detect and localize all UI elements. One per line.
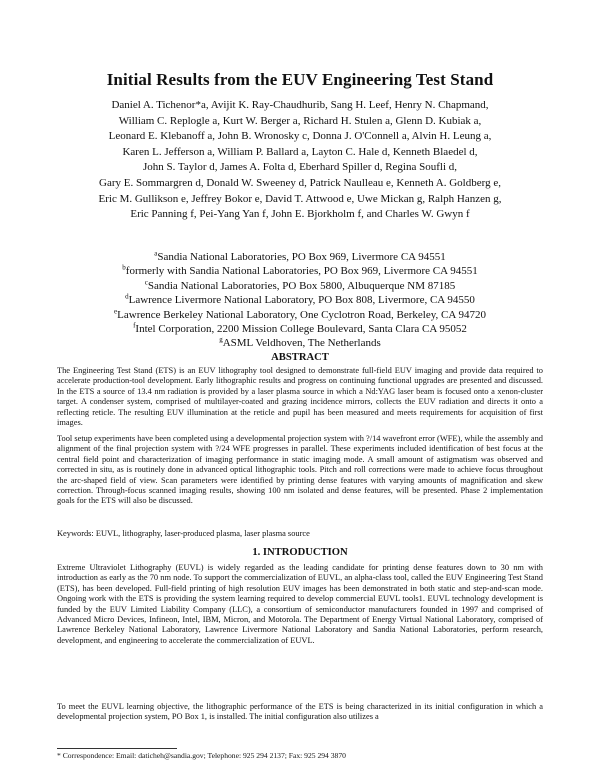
affiliation-d — [40, 293, 560, 307]
affiliation-e — [40, 308, 560, 322]
affil-marker: a — [154, 249, 158, 258]
affil-text: Lawrence Berkeley National Laboratory, One Cyclotron Road, Berkeley, CA 94720 — [117, 308, 486, 321]
correspondence-footnote: * Correspondence: Email: daticheh@sandia.gov; Telephone: 925 294 2137; Fax: 925 294 3870 — [57, 751, 346, 760]
author-line: William C. Replogle a, Kurt W. Berger a, Richard H. Stulen a, Glenn D. Kubiak a, — [118, 114, 482, 127]
author-line: Eric M. Gullikson e, Jeffrey Bokor e, David T. Attwood e, Uwe Mickan g, Ralph Hanzen g, — [98, 192, 502, 205]
affil-marker: c — [144, 278, 148, 287]
affiliation-f — [40, 322, 560, 336]
introduction-heading: 1. INTRODUCTION — [252, 547, 348, 558]
author-line: Gary E. Sommargren d, Donald W. Sweeney d, Patrick Naulleau e, Kenneth A. Goldberg e, — [99, 176, 501, 189]
paper-title: Initial Results from the EUV Engineering Test Stand — [106, 70, 494, 89]
affil-marker: e — [114, 306, 118, 315]
footnote-divider — [57, 748, 177, 749]
affiliation-b — [40, 264, 560, 278]
abstract-heading: ABSTRACT — [271, 352, 329, 363]
affil-text: formerly with Sandia National Laboratories, PO Box 969, Livermore CA 94551 — [125, 265, 478, 278]
author-line: Eric Panning f, Pei-Yang Yan f, John E. Bjorkholm f, and Charles W. Gwyn f — [130, 208, 470, 221]
affil-text: Lawrence Livermore National Laboratory, PO Box 808, Livermore, CA 94550 — [128, 294, 475, 307]
affil-marker: g — [219, 335, 223, 344]
abstract-paragraph-2: Tool setup experiments have been completed using a developmental projection system with ?/14 wavefront error (WFE), while the assembly and alignment of the final projection system with ?/24 WFE progresses in parallel. These experiments included identification of best focus at the central field point and characterization of imaging performance in static imaging mode. A small amount of astigmatism was observed and corrected in situ, as is routinely done in advanced optical lithographic tools. Pitch and roll corrections were made to achieve focus throughout the arc-shaped field of view. Scan parameters were identified by printing dense features with varying amounts of magnification and skew correction. Through-focus scanned imaging results, showing 100 nm isolated and dense features, will be presented. Phase 2 implementation goals for the ETS will also be discussed. — [57, 434, 543, 506]
affil-text: Intel Corporation, 2200 Mission College Boulevard, Santa Clara CA 95052 — [135, 323, 467, 336]
author-line: Leonard E. Klebanoff a, John B. Wronosky c, Donna J. O'Connell a, Alvin H. Leung a, — [108, 130, 492, 143]
author-line: Daniel A. Tichenor*a, Avijit K. Ray-Chaudhurib, Sang H. Leef, Henry N. Chapmand, — [111, 99, 489, 111]
affil-marker: d — [125, 292, 129, 301]
affil-text: ASML Veldhoven, The Netherlands — [222, 337, 381, 350]
affil-marker: b — [122, 263, 126, 272]
affil-text: Sandia National Laboratories, PO Box 969, Livermore CA 94551 — [157, 251, 446, 263]
affiliation-a — [40, 250, 560, 264]
intro-paragraph-2: To meet the EUVL learning objective, the lithographic performance of the ETS is being characterized in its initial configuration in which a developmental projection system, PO Box 1, is installed. The initial configuration also utilizes a — [57, 702, 543, 722]
affiliations — [40, 250, 560, 351]
author-list — [40, 98, 560, 223]
intro-paragraph-1: Extreme Ultraviolet Lithography (EUVL) is widely regarded as the leading candidate for printing dense features down to 30 nm with introduction as early as the 70 nm node. To support the commercialization of EUVL, an alpha-class tool, called the EUV Engineering Test Stand (ETS), has been developed. Full-field printing of high resolution EUV images has been demonstrated in both static and step-and-scan mode. Ongoing work with the ETS is providing the system learning required to develop commercial EUVL tools1. EUVL technology development is funded by the EUV Limited Liability Company (LLC), a consortium of semiconductor manufacturers founded in 1997 and comprised of Advanced Micro Devices, Infineon, Intel, IBM, Micron, and Motorola. The Department of Energy Virtual National Laboratory, comprised of Lawrence Berkeley National Laboratory, Lawrence Livermore National Laboratory and Sandia National Laboratories, perform research, development, and engineering to accelerate the commercialization of EUVL. — [57, 563, 543, 645]
author-line: Karen L. Jefferson a, William P. Ballard a, Layton C. Hale d, Kenneth Blaedel d, — [122, 145, 478, 158]
author-line: John S. Taylor d, James A. Folta d, Eberhard Spiller d, Regina Soufli d, — [142, 161, 458, 174]
affiliation-c — [40, 279, 560, 293]
keywords: Keywords: EUVL, lithography, laser-produced plasma, laser plasma source — [57, 529, 310, 538]
affiliation-g — [40, 336, 560, 350]
affil-text: Sandia National Laboratories, PO Box 5800, Albuquerque NM 87185 — [147, 279, 456, 292]
affil-marker: f — [133, 321, 136, 330]
abstract-paragraph-1: The Engineering Test Stand (ETS) is an EUV lithography tool designed to demonstrate full-field EUV imaging and provide data required to accelerate production-tool development. Early lithographic results and progress on continuing functional upgrades are presented and discussed. In the ETS a source of 13.4 nm radiation is provided by a laser plasma source in which a Nd:YAG laser beam is focused onto a xenon-cluster target. A condenser system, comprised of multilayer-coated and grazing incidence mirrors, collects the EUV radiation and directs it onto a reflecting reticle. The resulting EUV illumination at the reticle and pupil has been measured and meets requirements for acquisition of first images. — [57, 366, 543, 428]
